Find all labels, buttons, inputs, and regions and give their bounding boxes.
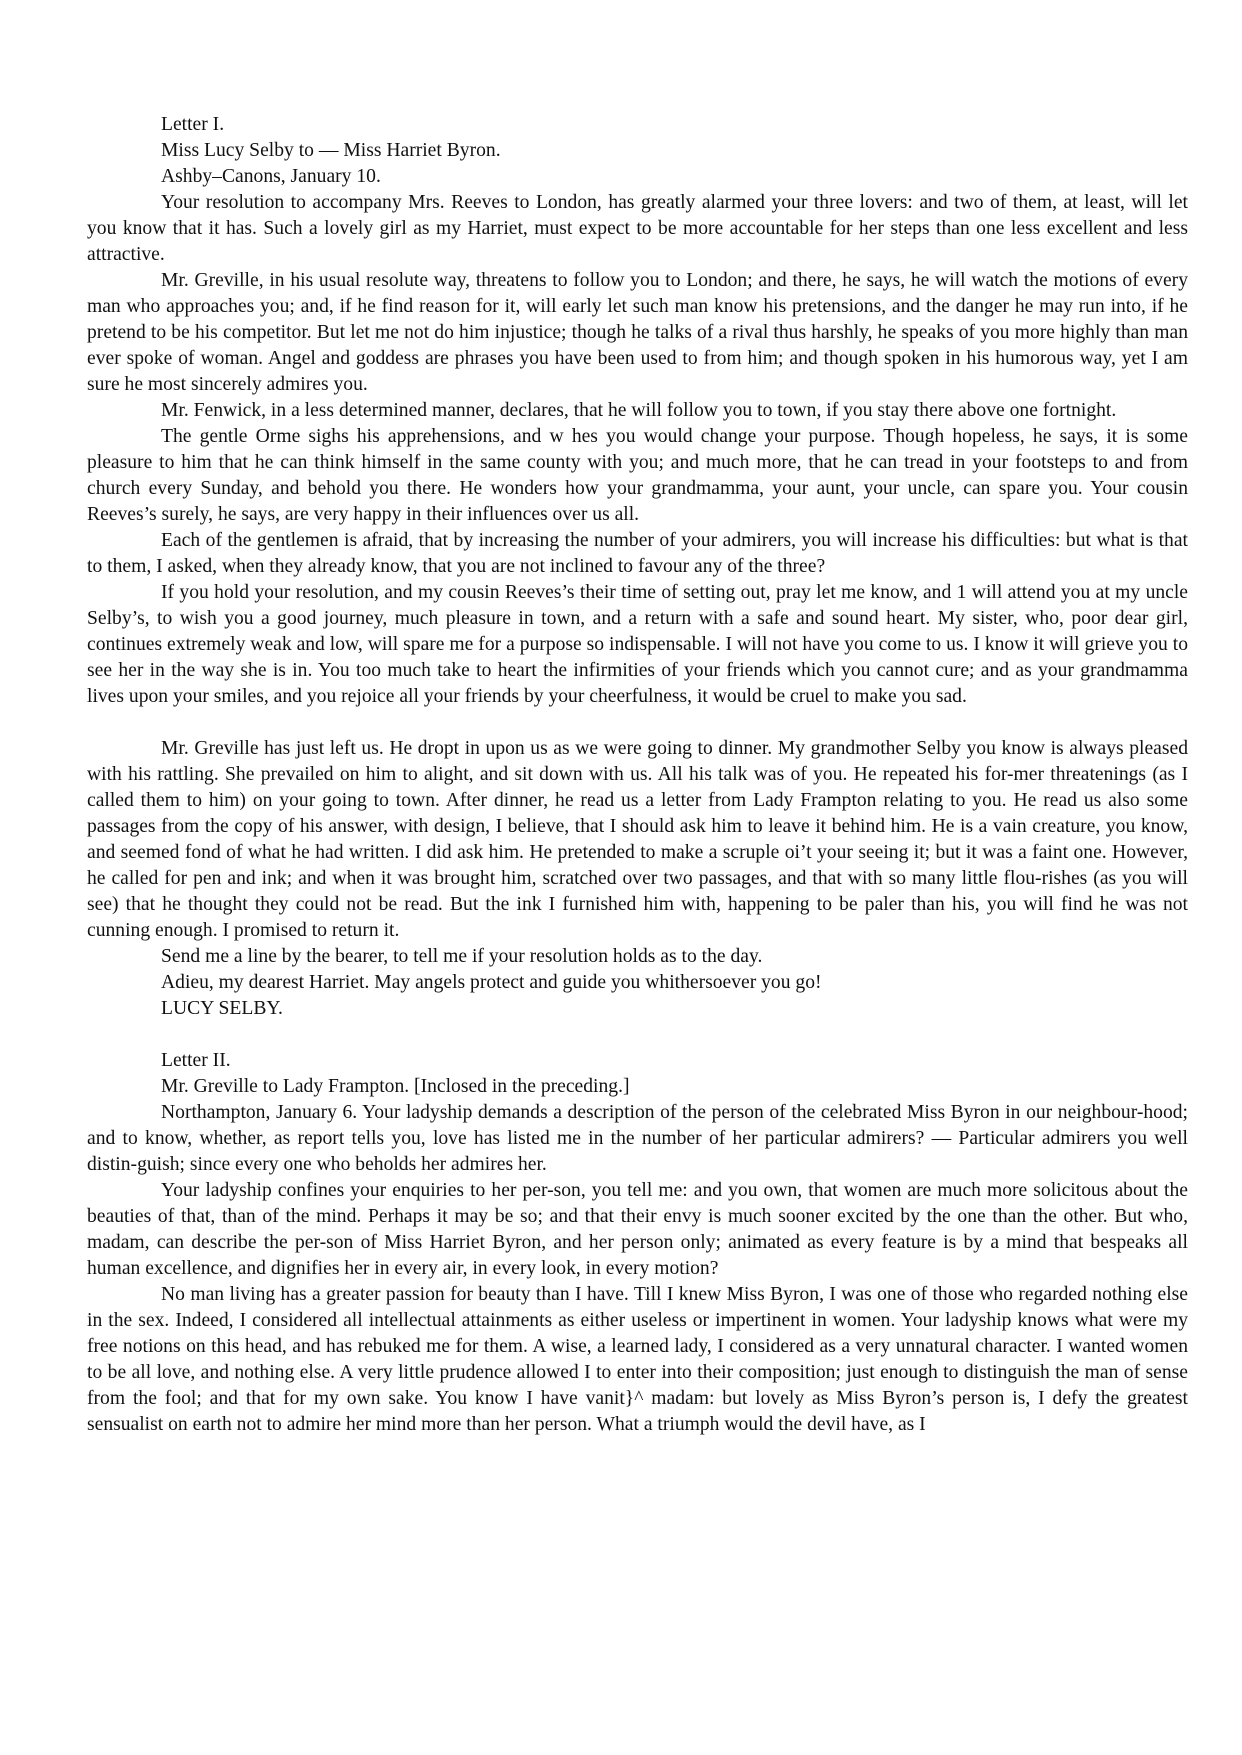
letter-1-paragraph: Your resolution to accompany Mrs. Reeves to London, has greatly alarmed your three lovers: and two of them, at least, will let you know that it has. Such a lovely girl as my Harriet, must expect to be more accountable for her steps than one less excellent and less attractive. <box>87 192 1188 265</box>
letter-spacer <box>87 1022 1188 1048</box>
letter-1-from-to: Miss Lucy Selby to — Miss Harriet Byron. <box>161 140 501 161</box>
letter-1-place-date: Ashby–Canons, January 10. <box>161 166 381 187</box>
letter-1-paragraph: If you hold your resolution, and my cousin Reeves’s their time of setting out, pray let me know, and 1 will attend you at my uncle Selby’s, to wish you a good journey, much pleasure in town, and a return with a safe and sound heart. My sister, who, poor dear girl, continues extremely weak and low, will spare me for a purpose so indispensable. I will not have you come to us. I know it will grieve you to see her in the way she is in. You too much take to heart the infirmities of your friends which you cannot cure; and as your grandmamma lives upon your smiles, and you rejoice all your friends by your cheerfulness, it would be cruel to make you sad. <box>87 582 1188 707</box>
letter-1-closing-line: Adieu, my dearest Harriet. May angels protect and guide you whithersoever you go! <box>161 972 822 993</box>
letter-1-paragraph: Each of the gentlemen is afraid, that by increasing the number of your admirers, you will increase his difficulties: but what is that to them, I asked, when they already know, that you are not inclined to favour any of the three? <box>87 530 1188 577</box>
letter-1-closing-line: Send me a line by the bearer, to tell me if your resolution holds as to the day. <box>161 946 763 967</box>
letter-2-paragraph: Northampton, January 6. Your ladyship demands a description of the person of the celebrated Miss Byron in our neighbour-hood; and to know, whether, as report tells you, love has listed me in the number of her particular admirers? — Particular admirers you well distin-guish; since every one who beholds her admires her. <box>87 1102 1188 1175</box>
letter-1-paragraph: Mr. Greville, in his usual resolute way, threatens to follow you to London; and there, he says, he will watch the motions of every man who approaches you; and, if he find reason for it, will early let such man know his pretensions, and the danger he may run into, if he pretend to be his competitor. But let me not do him injustice; though he talks of a rival thus harshly, he speaks of you more highly than man ever spoke of woman. Angel and goddess are phrases you have been used to from him; and though spoken in his humorous way, yet I am sure he most sincerely admires you. <box>87 270 1188 395</box>
letter-1-paragraph: The gentle Orme sighs his apprehensions, and w hes you would change your purpose. Though hopeless, he says, it is some pleasure to him that he can think himself in the same county with you; and much more, that he can tread in your footsteps to and from church every Sunday, and behold you there. He wonders how your grandmamma, your aunt, your uncle, can spare you. Your cousin Reeves’s surely, he says, are very happy in their influences over us all. <box>87 426 1188 525</box>
paragraph-spacer <box>87 710 1188 736</box>
letter-1-heading: Letter I. <box>161 114 225 135</box>
letter-1-signature: LUCY SELBY. <box>161 998 283 1019</box>
letter-2-heading: Letter II. <box>161 1050 231 1071</box>
letter-2-paragraph: No man living has a greater passion for beauty than I have. Till I knew Miss Byron, I was one of those who regarded nothing else in the sex. Indeed, I considered all intellectual attainments as either useless or impertinent in women. Your ladyship knows what were my free notions on this head, and has rebuked me for them. A wise, a learned lady, I considered as a very unnatural character. I wanted women to be all love, and nothing else. A very little prudence allowed I to enter into their composition; just enough to distinguish the man of sense from the fool; and that for my own sake. You know I have vanit}^ madam: but lovely as Miss Byron’s person is, I defy the greatest sensualist on earth not to admire her mind more than her person. What a triumph would the devil have, as I <box>87 1284 1188 1435</box>
letter-1-paragraph: Mr. Fenwick, in a less determined manner, declares, that he will follow you to town, if you stay there above one fortnight. <box>161 400 1117 421</box>
letter-1-postscript: Mr. Greville has just left us. He dropt in upon us as we were going to dinner. My grandmother Selby you know is always pleased with his rattling. She prevailed on him to alight, and sit down with us. All his talk was of you. He repeated his for-mer threatenings (as I called them to him) on your going to town. After dinner, he read us a letter from Lady Frampton relating to you. He read us also some passages from the copy of his answer, with design, I believe, that I should ask him to leave it behind him. He is a vain creature, you know, and seemed fond of what he had written. I did ask him. He pretended to make a scruple oi’t your seeing it; but it was a faint one. However, he called for pen and ink; and when it was brought him, scratched over two passages, and that with so many little flou-rishes (as you will see) that he thought they could not be read. But the ink I furnished him with, happening to be paler than his, you will find he was not cunning enough. I promised to return it. <box>87 738 1188 941</box>
letter-2-from-to: Mr. Greville to Lady Frampton. [Inclosed in the preceding.] <box>161 1076 630 1097</box>
letter-2-paragraph: Your ladyship confines your enquiries to her per-son, you tell me: and you own, that women are much more solicitous about the beauties of that, than of the mind. Perhaps it may be so; and that their envy is much sooner excited by the one than the other. But who, madam, can describe the per-son of Miss Harriet Byron, and her person only; animated as every feature is by a mind that bespeaks all human excellence, and dignifies her in every air, in every look, in every motion? <box>87 1180 1188 1279</box>
